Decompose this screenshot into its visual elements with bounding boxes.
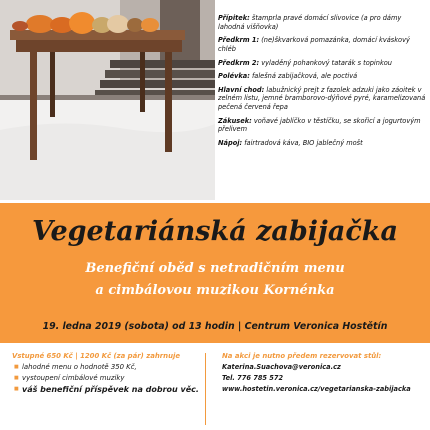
event-banner — [0, 203, 430, 343]
photo-table-with-pumpkins — [0, 0, 215, 200]
event-title: Vegetariánská zabijačka — [32, 216, 398, 247]
list-item: ■ vystoupení cimbálové muziky — [22, 373, 200, 384]
menu-item: Hlavní chod: labužnický prejt z fazolek adzuki jako záoitek v zelném listu, jemné bramborovo-dýňové pyré, karamelizovaná pečená červená řepa — [218, 85, 426, 112]
event-date-place: 19. ledna 2019 (sobota) od 13 hodin | Centrum Veronica Hostětín — [42, 321, 388, 332]
menu-item: Polévka: falešná zabijačková, ale poctivá — [218, 72, 358, 81]
price-heading: Vstupné 650 Kč | 1200 Kč (za pár) zahrnuje — [12, 352, 181, 360]
event-subtitle-line2: a cimbálovou muzikou Kornénka — [95, 283, 335, 298]
info-footer — [0, 343, 430, 430]
menu-item: Nápoj: fairtradová káva, BIO jablečný mošt — [218, 138, 363, 147]
price-list — [12, 362, 200, 395]
reservation-column — [222, 351, 422, 395]
reservation-heading: Na akci je nutno předem rezervovat stůl: — [222, 352, 382, 360]
price-column — [12, 351, 200, 395]
email-link[interactable]: Katerina.Suachova@veronica.cz — [222, 363, 341, 371]
web-link[interactable]: www.hostetin.veronica.cz/vegetarianska-zabijacka — [222, 385, 411, 393]
list-item: ■ lahodné menu o hodnotě 350 Kč, — [22, 362, 200, 373]
menu-list — [218, 14, 426, 152]
divider — [205, 353, 206, 425]
menu-item: Předkrm 2: vyladěný pohankový tatarák s topinkou — [218, 58, 392, 67]
menu-item: Zákusek: voňavé jablíčko v těstíčku, se skořicí a jogurtovým přelivem — [218, 116, 421, 134]
list-item: ■ váš benefiční příspěvek na dobrou věc. — [22, 384, 200, 395]
menu-item: Předkrm 1: (ne)škvarková pomazánka, domácí kváskový chléb — [218, 36, 410, 54]
event-subtitle-line1: Benefiční oběd s netradičním menu — [85, 261, 345, 276]
menu-item: Přípitek: štamprla pravé domácí slivovice (a pro dámy lahodná višňovka) — [218, 14, 402, 31]
phone-number: Tel. 776 785 572 — [222, 374, 284, 382]
